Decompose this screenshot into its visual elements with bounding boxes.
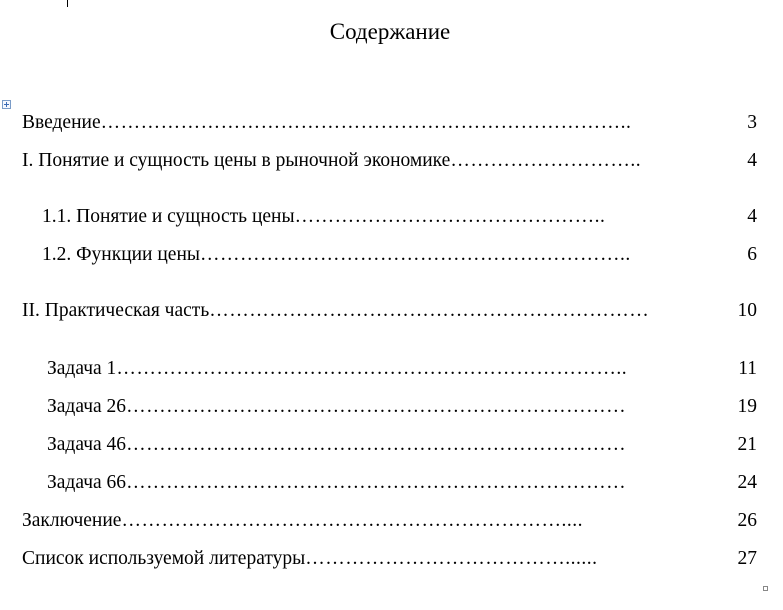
toc-entry-section-1-2[interactable] [42, 242, 757, 268]
toc-entry-label: Задача 1 [47, 358, 117, 379]
toc-entry-page: 21 [737, 434, 757, 455]
table-resize-handle-icon[interactable] [763, 586, 768, 591]
toc-entry-label: Задача 26 [47, 396, 127, 417]
toc-entry-label: 1.1. Понятие и сущность цены [42, 206, 295, 227]
toc-entry-label: Введение [22, 112, 101, 133]
toc-entry-label: Список используемой литературы [22, 548, 306, 569]
toc-entry-task-1[interactable] [47, 356, 757, 382]
toc-entry-page: 27 [737, 548, 757, 569]
toc-entry-page: 6 [747, 244, 757, 265]
toc-entry-leader: ……………………………………………………….. [200, 244, 631, 265]
toc-entry-page: 4 [747, 150, 757, 171]
toc-entry-label: 1.2. Функции цены [42, 244, 200, 265]
toc-entry-leader: ………………………………………………………………… [126, 396, 627, 417]
toc-entry-leader: ……………………………………….. [294, 206, 606, 227]
toc-entry-leader: ………………………………………………………………… [126, 472, 627, 493]
toc-entry-leader: ………………………………………………………………….. [116, 358, 628, 379]
toc-entry-page: 3 [747, 112, 757, 133]
toc-entry-page: 24 [737, 472, 757, 493]
toc-entry-label: Заключение [22, 510, 122, 531]
toc-entry-leader: ……………………….. [450, 150, 642, 171]
toc-entry-label: Задача 66 [47, 472, 127, 493]
toc-entry-task-66[interactable] [47, 470, 757, 496]
toc-entry-label: II. Практическая часть [22, 300, 210, 321]
toc-entry-chapter-1[interactable] [22, 148, 757, 174]
toc-entry-page: 4 [747, 206, 757, 227]
toc-entry-label: Задача 46 [47, 434, 127, 455]
toc-entry-page: 26 [737, 510, 757, 531]
toc-entry-page: 11 [738, 358, 757, 379]
table-move-handle-icon[interactable] [2, 100, 11, 109]
toc-entry-page: 19 [737, 396, 757, 417]
text-cursor-mark [67, 0, 68, 7]
toc-entry-label: I. Понятие и сущность цены в рыночной экономике [22, 150, 451, 171]
toc-entry-leader: …………………………………………………………………….. [100, 112, 632, 133]
toc-entry-introduction[interactable] [22, 110, 757, 136]
toc-entry-leader: ………………………………………………………………… [126, 434, 627, 455]
toc-entry-task-46[interactable] [47, 432, 757, 458]
toc-entry-references[interactable] [22, 546, 757, 572]
toc-entry-task-26[interactable] [47, 394, 757, 420]
toc-entry-section-1-1[interactable] [42, 204, 757, 230]
toc-entry-leader: ………………………………………………………….... [121, 510, 583, 531]
toc-entry-conclusion[interactable] [22, 508, 757, 534]
toc-entry-leader: ………………………………………………………… [209, 300, 650, 321]
toc-entry-chapter-2[interactable] [22, 298, 757, 324]
toc-entry-page: 10 [737, 300, 757, 321]
toc-entry-leader: …………………………………...... [305, 548, 598, 569]
page-title: Содержание [329, 19, 451, 44]
